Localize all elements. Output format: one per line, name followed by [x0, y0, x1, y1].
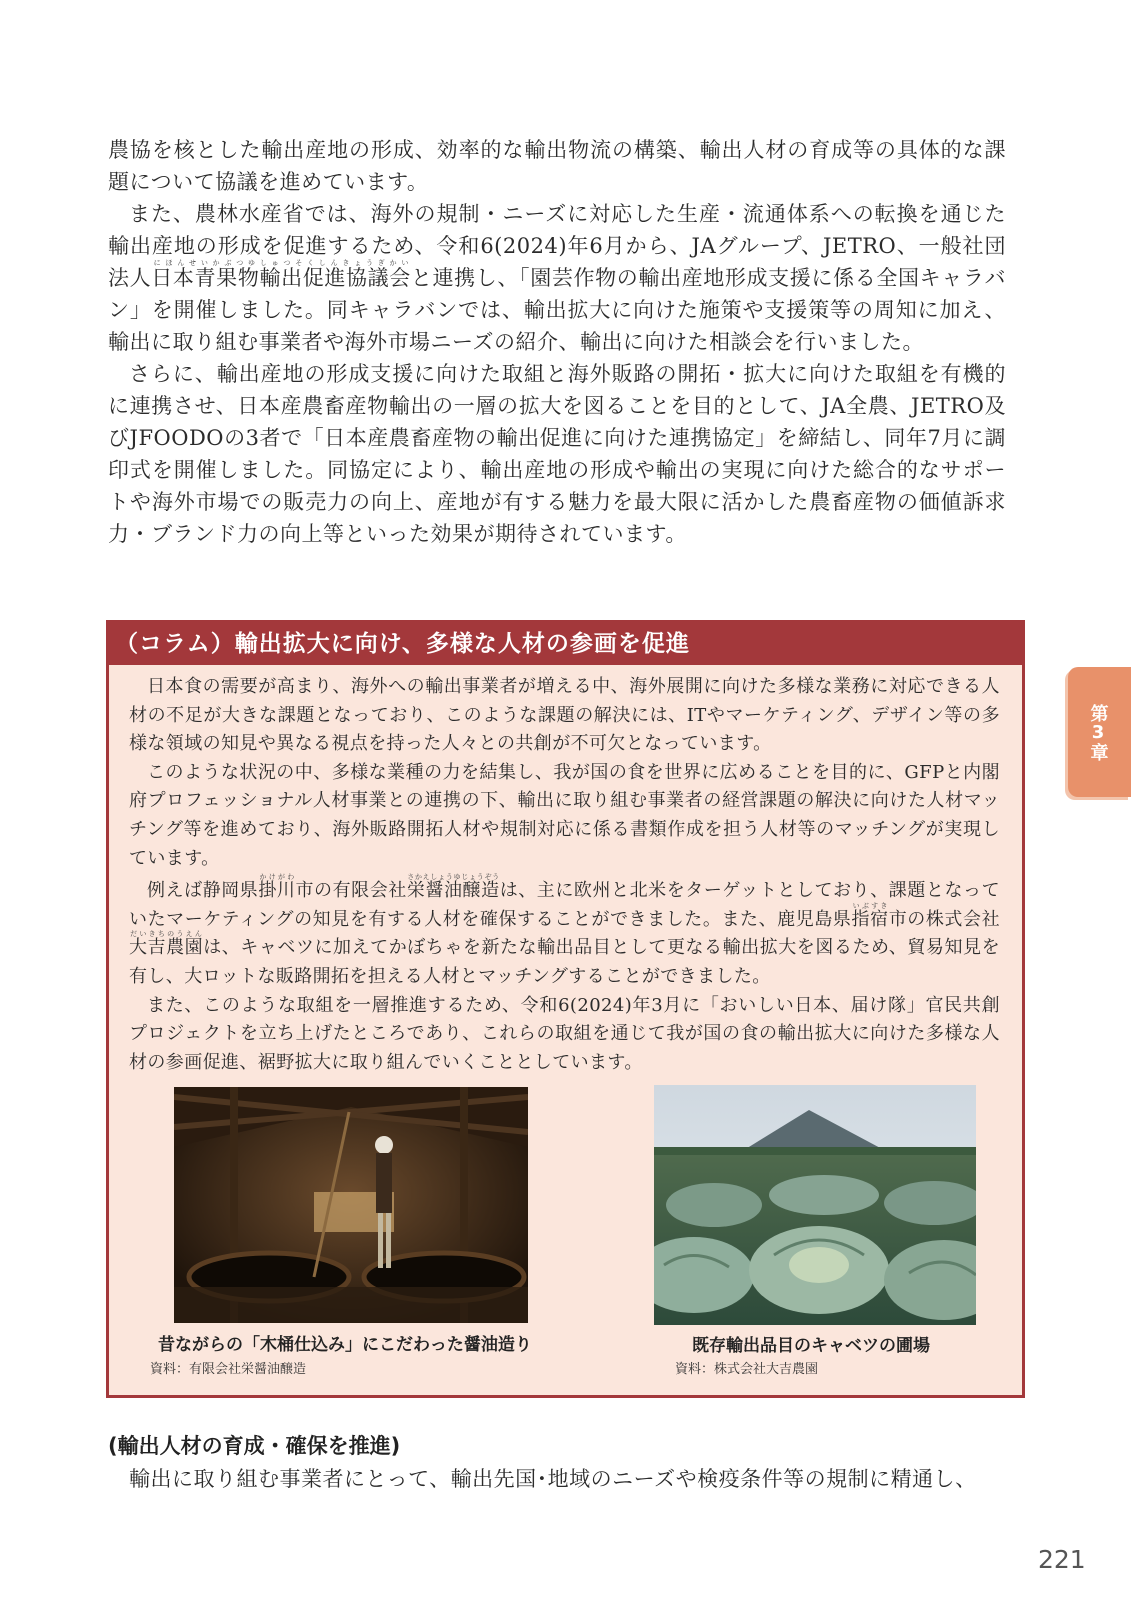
body-paragraph-2-part-b: と連携し、「園芸作物の輸出産地形成支援に係る全国キャラバン」を開催しました。同キャラバンでは、輸出拡大に向けた施策や支援策等の周知に加え、輸出に取り組む事業者や海外市場ニーズの紹介、輸出に向けた相談会を行いました。: [108, 266, 1007, 354]
photo1-source: 資料：有限会社栄醤油醸造: [150, 1362, 307, 1377]
column-paragraph-1: 日本食の需要が高まり、海外への輸出事業者が増える中、海外展開に向けた多様な業務に対応できる人材の不足が大きな課題となっており、このような課題の解決には、ITやマーケティング、デザイン等の多様な領域の知見や異なる視点を持った人々との共創が不可欠となっています。: [129, 676, 1000, 755]
column-paragraph-2: このような状況の中、多様な業種の力を結集し、我が国の食を世界に広めることを目的に、GFPと内閣府プロフェッショナル人材事業との連携の下、輸出に取り組む事業者の経営課題の解決に向けた人材マッチング等を進めており、海外販路開拓人材や規制対応に係る書類作成を担う人材等のマッチングが実現しています。: [129, 761, 1000, 869]
ruby-ibusuki: 指宿いぶすき: [851, 901, 889, 930]
photo2-caption: 既存輸出品目のキャベツの圃場: [692, 1336, 930, 1356]
body-paragraph-2: [108, 198, 1006, 358]
ruby-nihon-seikabutsu: 日本青果物輸出促進協議会にほんせいかぶつゆしゅつそくしんきょうぎかい: [151, 259, 411, 290]
body-paragraph-2-part-a: また、農林水産省では、海外の規制・ニーズに対応した生産・流通体系への転換を通じた輸出産地の形成を促進するため、令和6(2024)年6月から、JAグループ、JETRO、一般社団法人: [108, 202, 1006, 290]
photo1-caption: 昔ながらの「木桶仕込み」にこだわった醤油造り: [158, 1335, 532, 1355]
body-text: [108, 134, 1006, 550]
column-paragraph-3: 例えば静岡県掛川かけがわ市の有限会社栄醤油醸造さかえしょうゆじょうぞうは、主に欧州と北米をターゲットとしており、課題となっていたマーケティングの知見を有する人材を確保することができました。また、鹿児島県指宿いぶすき市の株式会社大吉農園だいきちのうえんは、キャベツに加えてかぼちゃを新たな輸出品目として更なる輸出拡大を図るため、貿易知見を有し、大ロットな販路開拓を担える人材とマッチングすることができました。: [129, 873, 1000, 987]
ruby-sakae-shoyu: 栄醤油醸造さかえしょうゆじょうぞう: [406, 873, 500, 902]
body-paragraph-3: さらに、輸出産地の形成支援に向けた取組と海外販路の開拓・拡大に向けた取組を有機的に連携させ、日本産農畜産物輸出の一層の拡大を図ることを目的として、JA全農、JETRO及びJFOODOの3者で「日本産農畜産物の輸出促進に向けた連携協定」を締結し、同年7月に調印式を開催しました。同協定により、輸出産地の形成や輸出の実現に向けた総合的なサポートや海外市場での販売力の向上、産地が有する魅力を最大限に活かした農畜産物の価値訴求力・ブランド力の向上等といった効果が期待されています。: [108, 362, 1006, 546]
photo-cabbage-field: [654, 1085, 976, 1325]
column-paragraph-4: また、このような取組を一層推進するため、令和6(2024)年3月に「おいしい日本、届け隊」官民共創プロジェクトを立ち上げたところであり、これらの取組を通じて我が国の食の輸出拡大に向けた多様な人材の参画促進、裾野拡大に取り組んでいくこととしています。: [129, 994, 1000, 1073]
body-paragraph-1: 農協を核とした輸出産地の形成、効率的な輸出物流の構築、輸出人材の育成等の具体的な課題について協議を進めています。: [108, 138, 1006, 194]
photo2-source: 資料：株式会社大吉農園: [675, 1362, 819, 1377]
column-title: （コラム）輸出拡大に向け、多様な人材の参画を促進: [109, 623, 1022, 665]
ruby-daikichi-noen: 大吉農園だいきちのうえん: [129, 930, 204, 959]
photo-soy-sauce-brewery: [174, 1087, 528, 1323]
page-number: 221: [1038, 1545, 1086, 1574]
chapter-tab: 第3章: [1068, 667, 1131, 797]
section-paragraph-1: 輸出に取り組む事業者にとって、輸出先国･地域のニーズや検疫条件等の規制に精通し、: [129, 1467, 977, 1491]
column-text: [109, 665, 1022, 1077]
section-text: [108, 1463, 1008, 1495]
section-heading: (輸出人材の育成・確保を推進): [108, 1434, 401, 1458]
ruby-kakegawa: 掛川かけがわ: [258, 873, 296, 902]
